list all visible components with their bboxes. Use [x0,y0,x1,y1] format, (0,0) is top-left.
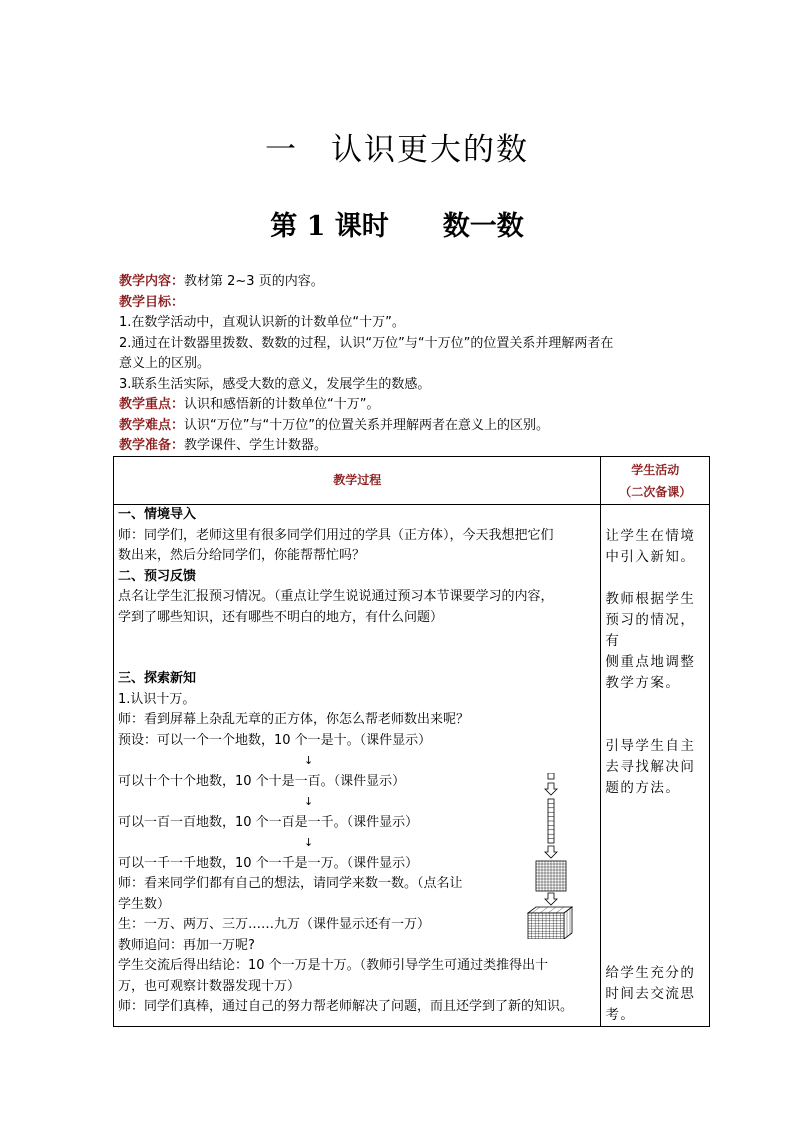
col-side-header-line2: （二次备课） [619,484,692,499]
note-3b: 去寻找解决问 [605,759,696,775]
col-main-header: 教学过程 [114,457,601,505]
goal-3: 3.联系生活实际，感受大数的意义，发展学生的数感。 [119,376,431,392]
difficulty-line [119,416,699,437]
down-arrow-icon: ↓ [304,795,314,808]
s3-line-10: 教师追问：再加一万呢? [118,937,255,953]
note-3a: 引导学生自主 [605,738,696,754]
goals-label: 教学目标： [119,294,185,310]
s3-line-8: 学生数） [118,896,171,912]
ten-rod-icon [548,799,554,843]
thousand-cube-icon [528,907,572,939]
unit-cube-icon [548,773,554,779]
student-activity-cell [601,505,710,1027]
note-2c: 侧重点地调整 [605,654,696,670]
s3-line-7: 师：看来同学们都有自己的想法，请同学来数一数。（点名让 [118,876,463,891]
arrow-icon [545,846,557,858]
s3-line-5: 可以一百一百地数，10 个一百是一千。（课件显示） [118,814,419,830]
unit-title: 一 认识更大的数 [265,132,529,168]
goals-line [119,293,699,314]
s3-line-11: 学生交流后得出结论：10 个一万是十万。（教师引导学生可通过类推得出十 [118,958,549,973]
s2-line-2: 学到了哪些知识，还有哪些不明白的地方，有什么问题） [118,609,444,625]
spacer [118,628,596,649]
note-1b: 中引入新知。 [605,549,696,565]
lesson-meta [119,272,699,457]
s3-line-6: 可以一千一千地数，10 个一千是一万。（课件显示） [118,855,419,871]
teaching-process-table [113,456,710,1027]
note-2d: 教学方案。 [605,675,681,691]
down-arrow-icon: ↓ [304,836,314,849]
key-line [119,395,699,416]
section-1-title: 一、情境导入 [118,507,197,522]
goal-1: 1.在数学活动中，直观认识新的计数单位“十万”。 [119,315,405,330]
difficulty-text: 认识“万位”与“十万位”的位置关系并理解两者在意义上的区别。 [184,417,549,433]
col-side-header-line1: 学生活动 [631,462,680,477]
key-label: 教学重点： [119,397,185,412]
spacer [605,694,705,715]
s3-line-4: 可以十个十个地数，10 个十是一百。（课件显示） [118,773,406,789]
note-3c: 题的方法。 [605,780,681,796]
arrow-icon [545,783,557,795]
note-1a: 让学生在情境 [605,528,696,544]
spacer [605,568,705,589]
content-label: 教学内容： [119,274,185,289]
process-cell [114,505,601,1027]
s3-line-13: 师：同学们真棒，通过自己的努力帮老师解决了问题，而且还学到了新的知识。 [118,999,574,1014]
goal-2b: 意义上的区别。 [119,356,211,371]
hundred-flat-icon [536,861,566,891]
col-side-header [601,457,710,505]
note-4c: 考。 [605,1007,636,1023]
table-body-row [114,505,710,1027]
lesson-title: 第 1 课时 数一数 [270,211,524,242]
s3-line-1: 1.认识十万。 [118,691,196,707]
note-2a: 教师根据学生 [605,591,696,607]
s3-line-9: 生：一万、两万、三万……九万（课件显示还有一万） [118,917,431,932]
note-4b: 时间去交流思 [605,986,696,1002]
prep-text: 教学课件、学生计数器。 [184,438,328,453]
prep-line [119,436,699,457]
section-2-title: 二、预习反馈 [118,568,197,584]
s3-line-2: 师：看到屏幕上杂乱无章的正方体，你怎么帮老师数出来呢？ [118,712,470,727]
s1-line-1: 师：同学们，老师这里有很多同学们用过的学具（正方体），今天我想把它们 [118,527,554,543]
counting-blocks-illustration [526,773,580,939]
spacer [605,799,705,963]
spacer [118,649,596,670]
note-2b: 预习的情况，有 [605,612,696,649]
s2-line-1: 点名让学生汇报预习情况。（重点让学生说说通过预习本节课要学习的内容， [118,589,554,604]
prep-label: 教学准备： [119,438,185,453]
s3-line-3: 预设：可以一个一个地数，10 个一是十。（课件显示） [118,732,432,748]
s3-line-12: 万，也可观察计数器发现十万） [118,978,301,994]
spacer [605,505,705,526]
content-text: 教材第 2~3 页的内容。 [184,274,324,289]
down-arrow-icon: ↓ [304,754,314,767]
goal-2a: 2.通过在计数器里拨数、数数的过程，认识“万位”与“十万位”的位置关系并理解两者在 [119,335,614,351]
difficulty-label: 教学难点： [119,417,185,433]
key-text: 认识和感悟新的计数单位“十万”。 [184,397,380,412]
table-header-row [114,457,710,505]
arrow-icon [545,893,557,905]
content-line [119,272,699,293]
section-3-title: 三、探索新知 [118,671,197,686]
s1-line-2: 数出来，然后分给同学们，你能帮帮忙吗？ [118,548,366,563]
note-4a: 给学生充分的 [605,965,696,981]
spacer [605,715,705,736]
